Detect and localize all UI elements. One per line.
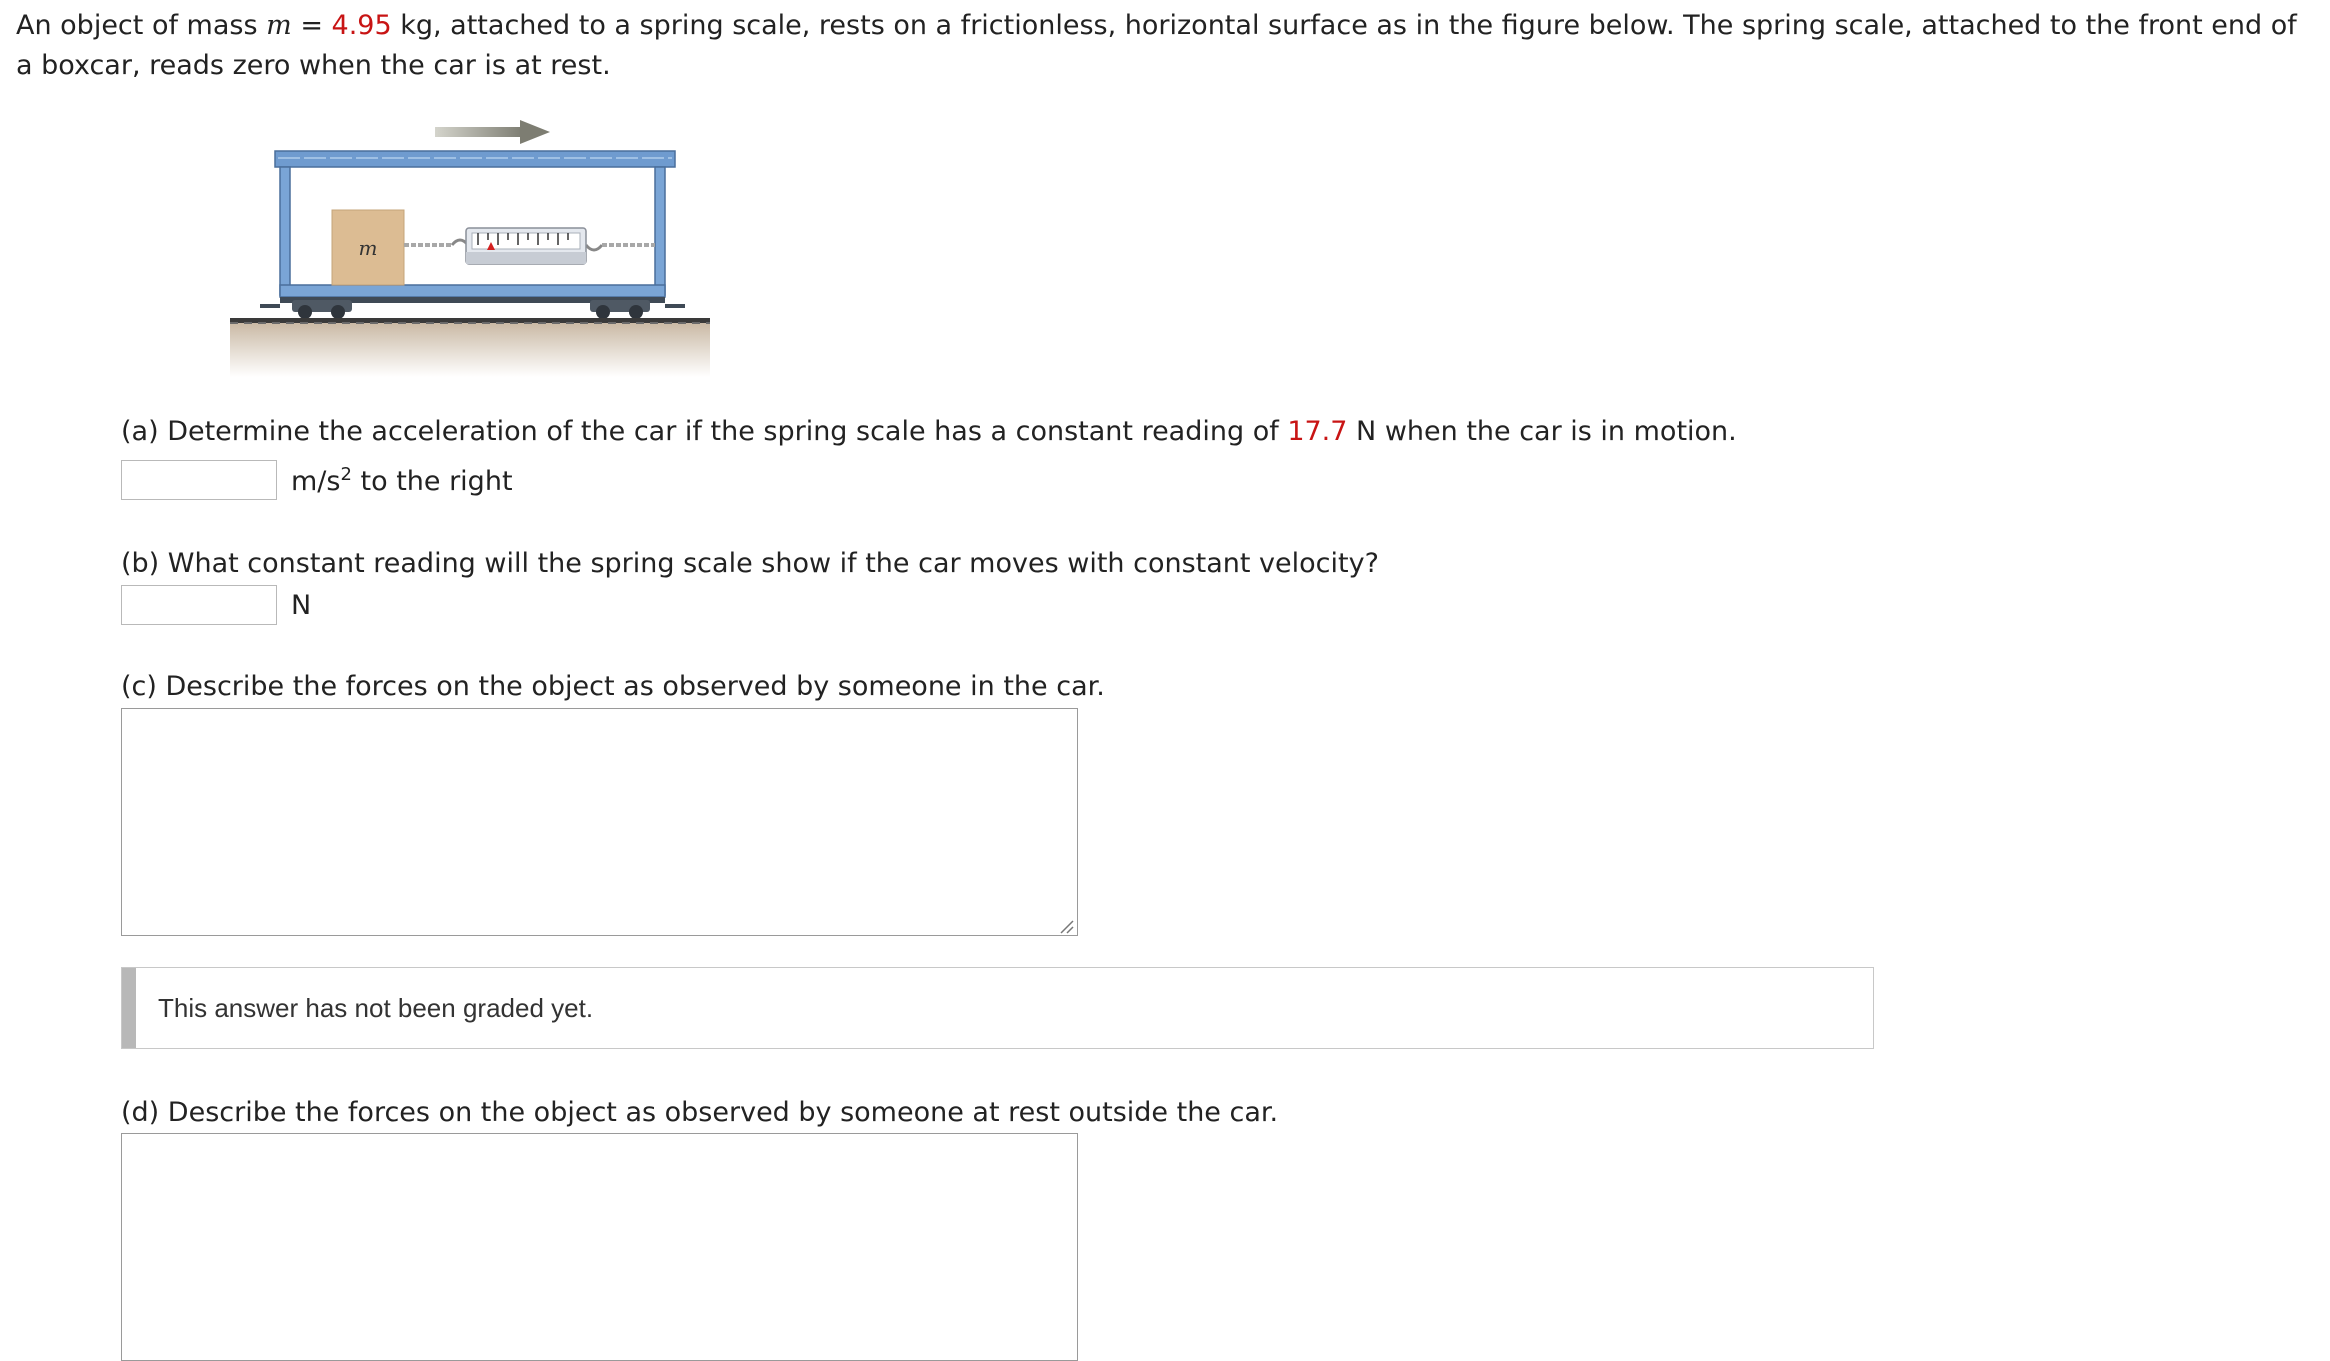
left-wheel-truck xyxy=(292,300,352,319)
part-d-textarea[interactable] xyxy=(121,1133,1078,1361)
graded-notice-text: This answer has not been graded yet. xyxy=(158,993,594,1023)
mass-block xyxy=(332,210,404,285)
part-a-input[interactable] xyxy=(121,460,277,500)
spring-scale xyxy=(466,228,586,264)
motion-arrow-icon xyxy=(435,120,550,144)
resize-grip-icon[interactable] xyxy=(1058,918,1074,934)
part-a-text-before: (a) Determine the acceleration of the car if the spring scale has a constant reading of xyxy=(121,416,1288,447)
part-a-unit-suffix: to the right xyxy=(351,465,513,497)
graded-notice xyxy=(121,967,1874,1049)
boxcar-left-wall xyxy=(280,167,290,295)
boxcar-right-wall xyxy=(655,167,665,295)
problem-statement xyxy=(16,6,2316,86)
mass-value: 4.95 xyxy=(331,10,392,41)
force-value: 17.7 xyxy=(1287,416,1348,447)
part-a-unit xyxy=(291,464,513,497)
boxcar-floor xyxy=(280,285,665,297)
part-d-question: (d) Describe the forces on the object as observed by someone at rest outside the car. xyxy=(121,1097,1279,1128)
ground xyxy=(230,322,710,377)
mass-symbol: m xyxy=(266,10,292,41)
boxcar-figure xyxy=(220,100,740,380)
part-b-input[interactable] xyxy=(121,585,277,625)
part-b-question: (b) What constant reading will the spring scale show if the car moves with constant velocity? xyxy=(121,548,1379,579)
problem-text-1: An object of mass xyxy=(16,10,267,41)
part-a-question xyxy=(121,414,1737,450)
right-wheel-truck xyxy=(590,300,650,319)
part-a-text-after: N when the car is in motion. xyxy=(1347,416,1737,447)
graded-notice-bar xyxy=(122,968,136,1048)
part-b-answer-row xyxy=(121,585,311,625)
part-a-answer-row xyxy=(121,460,513,500)
problem-text-3: kg, attached to a spring scale, rests on a frictionless, horizontal surface as in the figure below. The spring scale, attached to the front end of a boxcar, reads zero when the car is at rest. xyxy=(16,10,2297,81)
part-c-textarea[interactable] xyxy=(121,708,1078,936)
part-a-unit-base: m/s xyxy=(291,465,341,497)
part-b-unit: N xyxy=(291,589,312,621)
mass-block-label: m xyxy=(358,236,378,260)
problem-text-2: = xyxy=(291,10,332,41)
part-a-unit-exp: 2 xyxy=(340,463,352,485)
part-c-question: (c) Describe the forces on the object as observed by someone in the car. xyxy=(121,671,1105,702)
